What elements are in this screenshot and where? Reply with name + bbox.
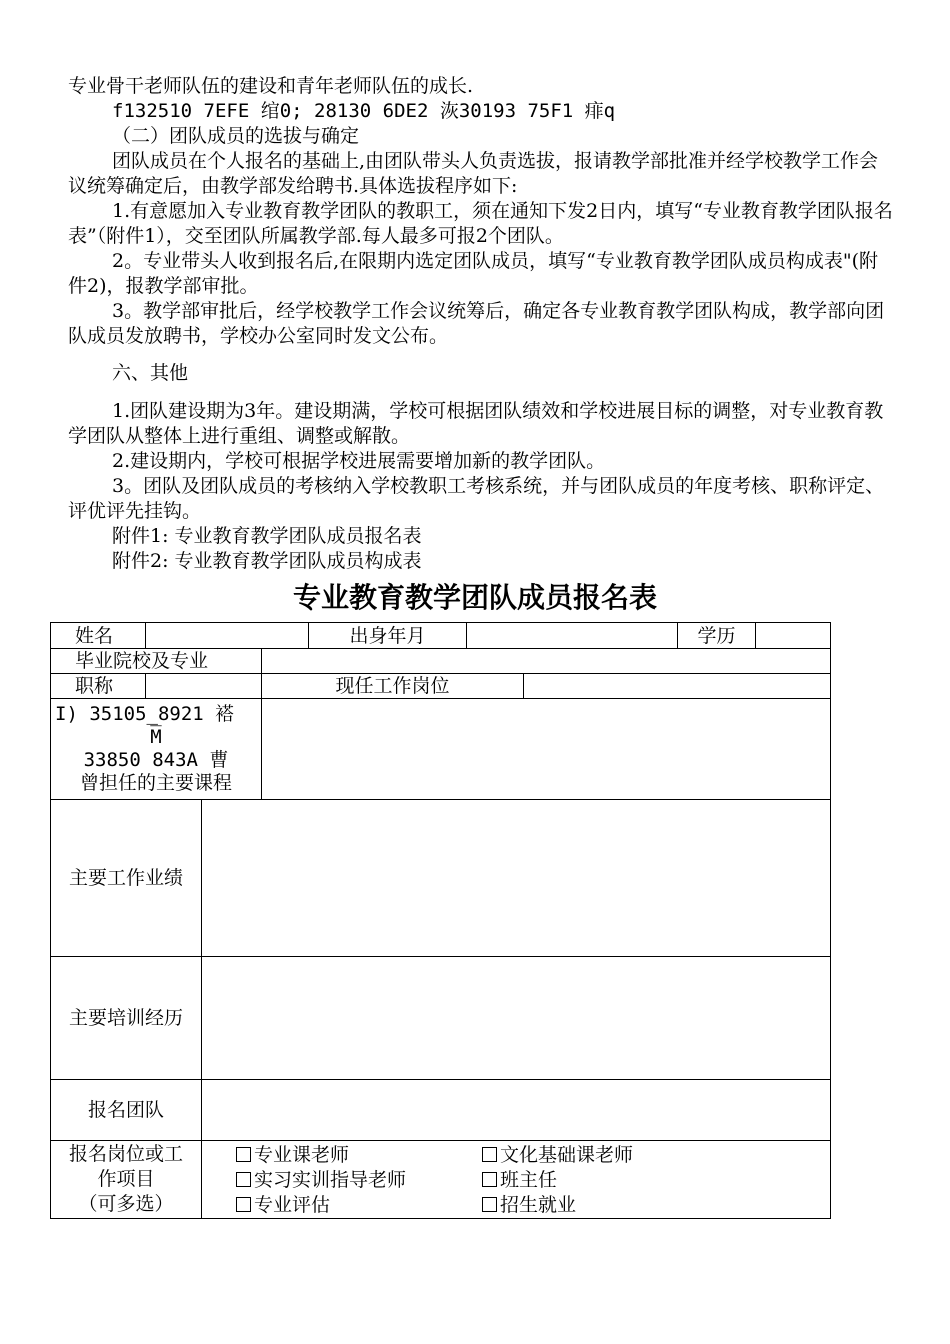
paragraph-step-2: 2。专业带头人收到报名后,在限期内选定团队成员，填写“专业教育教学团队成员构成表"(附件2)，报教学部审批。 [68, 250, 878, 297]
team-label: 报名团队 [51, 1080, 202, 1141]
name-value-cell[interactable] [146, 623, 309, 649]
attachment-1: 附件1: 专业教育教学团队成员报名表 [112, 525, 422, 547]
paragraph-other-1: 1.团队建设期为3年。建设期满，学校可根据团队绩效和学校进展目标的调整，对专业教育教学团队从整体上进行重组、调整或解散。 [68, 400, 884, 447]
form-title: 专业教育教学团队成员报名表 [292, 581, 657, 614]
achievements-label: 主要工作业绩 [51, 800, 202, 957]
option-label: 专业评估 [254, 1194, 331, 1216]
training-value-cell[interactable] [202, 957, 831, 1080]
option-label: 招生就业 [500, 1194, 577, 1216]
option-label: 班主任 [500, 1169, 558, 1191]
checkbox-icon[interactable] [482, 1172, 497, 1187]
paragraph-other-2: 2.建设期内，学校可根据学校进展需要增加新的教学团队。 [112, 450, 606, 472]
option-label: 专业课老师 [254, 1144, 350, 1166]
section-heading-other: 六、其他 [112, 362, 189, 384]
option-practice-instructor[interactable] [236, 1168, 406, 1193]
team-value-cell[interactable] [202, 1080, 831, 1141]
attachment-2: 附件2: 专业教育教学团队成员构成表 [112, 550, 422, 572]
current-post-value-cell[interactable] [524, 674, 831, 699]
training-label: 主要培训经历 [51, 957, 202, 1080]
title-rank-value-cell[interactable] [146, 674, 262, 699]
checkbox-icon[interactable] [482, 1147, 497, 1162]
school-major-value-cell[interactable] [262, 649, 831, 674]
courses-garbled-3: 33850 843A 曹 [83, 749, 229, 771]
option-enrollment-employment[interactable] [482, 1193, 576, 1218]
position-label-cell [51, 1141, 202, 1219]
position-label-line-3: （可多选） [78, 1193, 174, 1215]
title-rank-label: 职称 [51, 674, 146, 699]
option-label: 文化基础课老师 [500, 1144, 634, 1166]
name-label: 姓名 [51, 623, 146, 649]
birth-value-cell[interactable] [467, 623, 678, 649]
courses-garbled-2: M̅ [150, 726, 162, 748]
paragraph-other-3: 3。团队及团队成员的考核纳入学校教职工考核系统，并与团队成员的年度考核、职称评定、评优评先挂钩。 [68, 475, 885, 522]
paragraph-step-3: 3。教学部审批后，经学校教学工作会议统筹后，确定各专业教育教学团队构成，教学部向团队成员发放聘书，学校办公室同时发文公布。 [68, 300, 885, 347]
option-culture-teacher[interactable] [482, 1143, 633, 1168]
checkbox-icon[interactable] [482, 1197, 497, 1212]
checkbox-icon[interactable] [236, 1147, 251, 1162]
current-post-label: 现任工作岗位 [262, 674, 524, 699]
position-label-line-2: 作项目 [97, 1168, 155, 1190]
checkbox-icon[interactable] [236, 1197, 251, 1212]
courses-garbled-1: I) 35105_8921 褡 [55, 703, 235, 725]
registration-form-table [50, 622, 831, 1219]
paragraph-step-1: 1.有意愿加入专业教育教学团队的教职工，须在通知下发2日内，填写“专业教育教学团队报名表”（附件1），交至团队所属教学部.每人最多可报2个团队。 [68, 200, 893, 247]
courses-value-cell[interactable] [262, 699, 831, 800]
position-label-line-1: 报名岗位或工 [68, 1143, 183, 1165]
option-class-teacher[interactable] [482, 1168, 557, 1193]
option-professional-teacher[interactable] [236, 1143, 349, 1168]
courses-label-cell [51, 699, 262, 800]
education-value-cell[interactable] [756, 623, 831, 649]
paragraph-selection: 团队成员在个人报名的基础上,由团队带头人负责选拔，报请教学部批准并经学校教学工作会议统筹确定后，由教学部发给聘书.具体选拔程序如下: [68, 150, 879, 197]
education-label: 学历 [678, 623, 756, 649]
body-line-1: 专业骨干老师队伍的建设和青年老师队伍的成长. [68, 75, 474, 97]
birth-label: 出身年月 [309, 623, 467, 649]
school-major-label: 毕业院校及专业 [51, 649, 262, 674]
option-label: 实习实训指导老师 [254, 1169, 407, 1191]
courses-label: 曾担任的主要课程 [79, 772, 232, 794]
option-professional-evaluation[interactable] [236, 1193, 330, 1218]
achievements-value-cell[interactable] [202, 800, 831, 957]
checkbox-icon[interactable] [236, 1172, 251, 1187]
garbled-text: f132510 7EFE 绾0; 28130 6DE2 洃30193 75F1 痱q [112, 100, 616, 122]
section-heading-selection: （二）团队成员的选拔与确定 [112, 125, 360, 147]
